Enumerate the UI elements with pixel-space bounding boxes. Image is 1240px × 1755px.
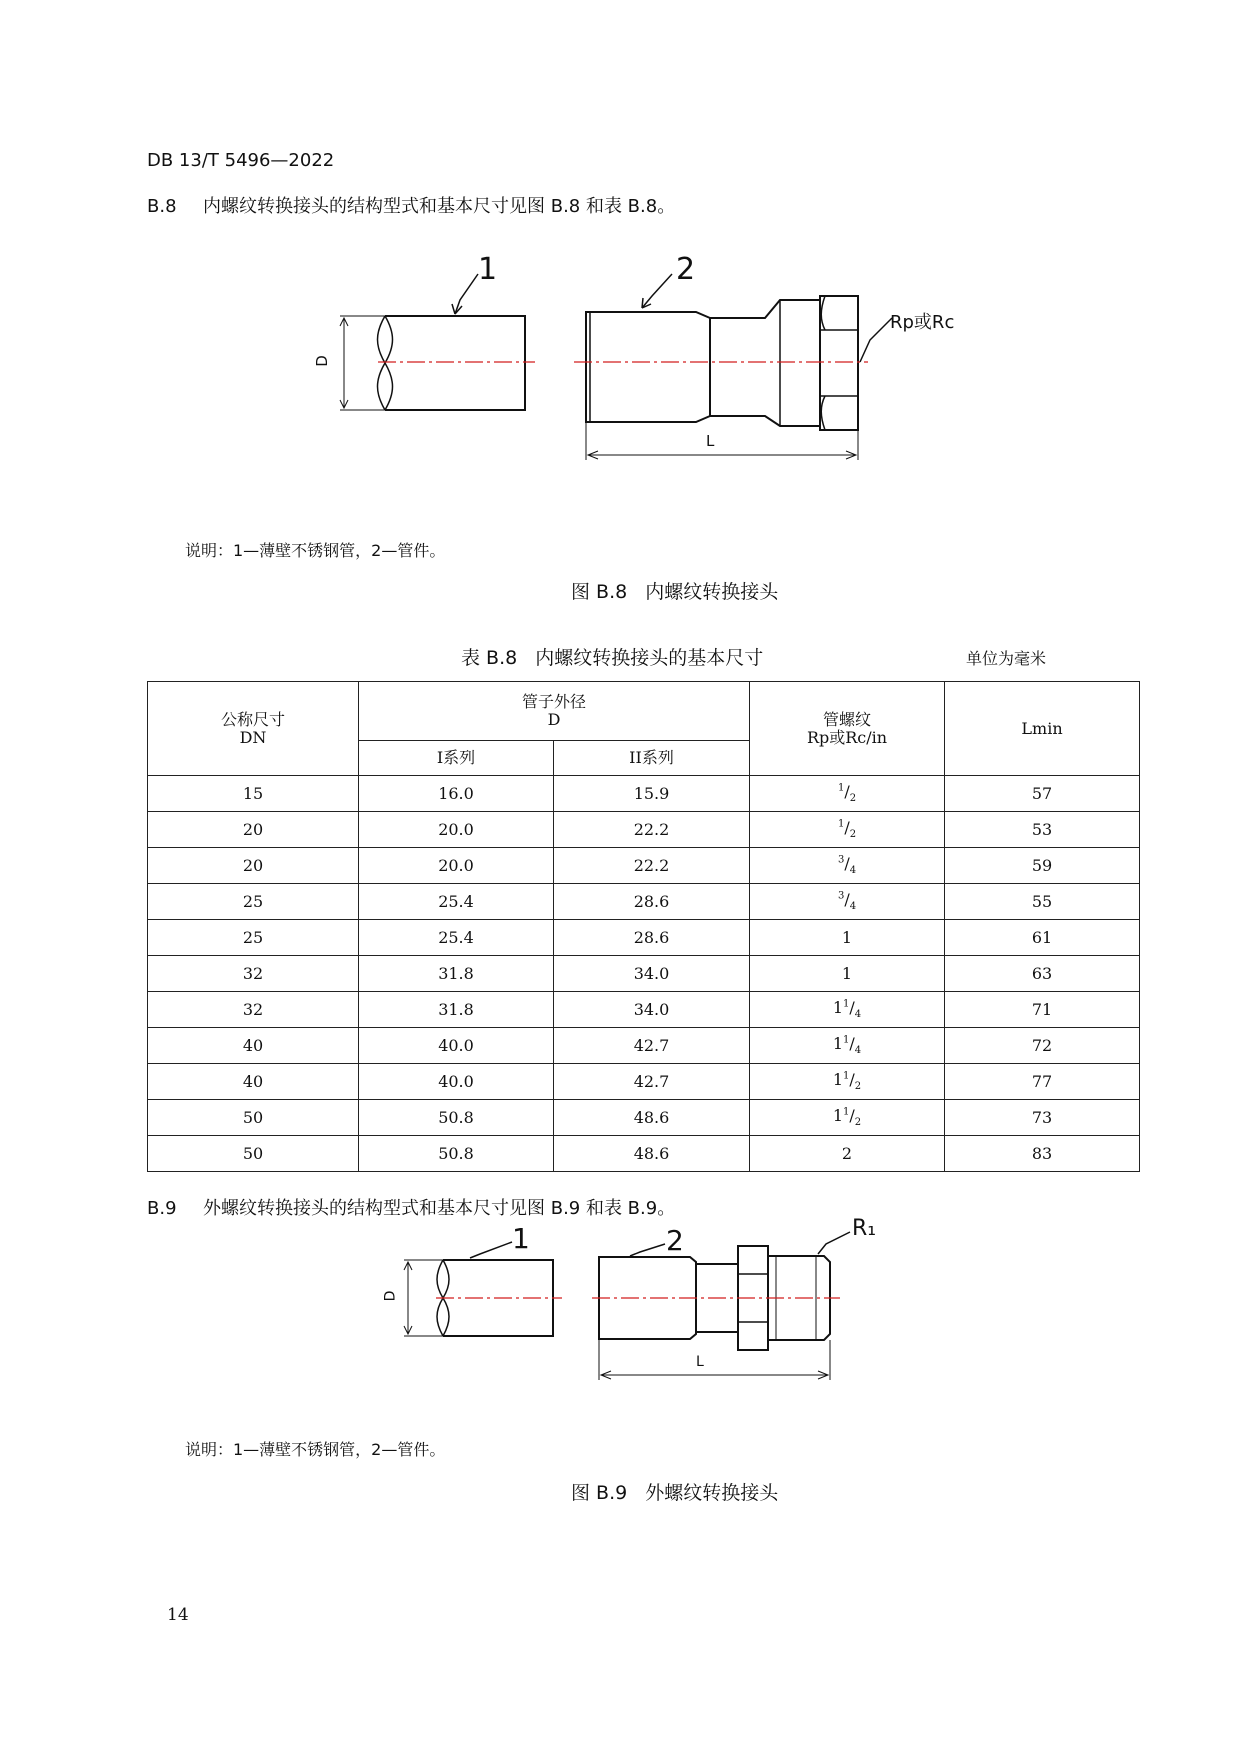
thread-denominator: 4 [854, 1008, 862, 1020]
cell-dn: 25 [148, 920, 359, 956]
thread-whole: 1 [832, 1069, 844, 1089]
figure-b9-label-l: L [696, 1354, 704, 1370]
cell-dn: 25 [148, 884, 359, 920]
cell-diameter-series-2: 42.7 [554, 1028, 750, 1064]
table-b8-caption-number: 表 B.8 [461, 647, 518, 669]
figure-b9-caption-number: 图 B.9 [571, 1482, 628, 1504]
cell-diameter-series-2: 42.7 [554, 1064, 750, 1100]
cell-diameter-series-1: 31.8 [359, 992, 554, 1028]
figure-b9-label-1: 1 [512, 1222, 530, 1255]
cell-diameter-series-2: 34.0 [554, 956, 750, 992]
thread-denominator: 4 [849, 900, 857, 912]
cell-diameter-series-2: 22.2 [554, 812, 750, 848]
figure-b8-label-l: L [706, 432, 715, 450]
cell-dn: 40 [148, 1064, 359, 1100]
cell-lmin: 55 [945, 884, 1140, 920]
cell-diameter-series-1: 25.4 [359, 920, 554, 956]
figure-b9-label-d: D [382, 1290, 399, 1302]
table-header-series-2: II系列 [554, 741, 750, 776]
cell-diameter-series-2: 48.6 [554, 1100, 750, 1136]
cell-dn: 15 [148, 776, 359, 812]
thread-denominator: 4 [849, 864, 857, 876]
table-header-series-1: I系列 [359, 741, 554, 776]
thread-fraction-slash: / [849, 997, 855, 1017]
cell-diameter-series-1: 25.4 [359, 884, 554, 920]
cell-dn: 40 [148, 1028, 359, 1064]
cell-diameter-series-1: 40.0 [359, 1028, 554, 1064]
cell-lmin: 77 [945, 1064, 1140, 1100]
cell-diameter-series-2: 28.6 [554, 884, 750, 920]
table-header-dn: 公称尺寸 DN [148, 682, 359, 776]
thread-fraction-slash: / [844, 853, 850, 873]
figure-b8-label-1: 1 [478, 252, 498, 287]
figure-b8-label-d: D [312, 355, 331, 367]
cell-lmin: 73 [945, 1100, 1140, 1136]
cell-lmin: 59 [945, 848, 1140, 884]
cell-diameter-series-2: 34.0 [554, 992, 750, 1028]
thread-numerator: 1 [843, 1106, 850, 1118]
cell-diameter-series-1: 20.0 [359, 812, 554, 848]
cell-lmin: 72 [945, 1028, 1140, 1064]
cell-diameter-series-1: 31.8 [359, 956, 554, 992]
thread-fraction-slash: / [844, 889, 850, 909]
table-header-lmin: Lmin [945, 682, 1140, 776]
table-b8-unit: 单位为毫米 [966, 649, 1047, 668]
thread-denominator: 2 [849, 792, 857, 804]
cell-dn: 50 [148, 1100, 359, 1136]
figure-b9-leader-1 [470, 1242, 512, 1258]
thread-whole: 2 [841, 1143, 853, 1163]
thread-denominator: 2 [854, 1116, 862, 1128]
thread-whole: 1 [841, 927, 853, 947]
thread-whole: 1 [832, 1033, 844, 1053]
clause-b9-number: B.9 [147, 1198, 177, 1219]
thread-fraction-slash: / [849, 1033, 855, 1053]
table-b8-caption-title: 内螺纹转换接头的基本尺寸 [535, 647, 764, 669]
page-number: 14 [167, 1605, 189, 1625]
table-header-thread: 管螺纹 Rp或Rc/in [750, 682, 945, 776]
cell-diameter-series-1: 40.0 [359, 1064, 554, 1100]
thread-numerator: 3 [837, 854, 845, 866]
figure-b8-caption-number: 图 B.8 [571, 581, 628, 603]
thread-whole: 1 [832, 997, 844, 1017]
cell-lmin: 83 [945, 1136, 1140, 1172]
clause-b9-text: 外螺纹转换接头的结构型式和基本尺寸见图 B.9 和表 B.9。 [203, 1198, 676, 1219]
cell-diameter-series-1: 16.0 [359, 776, 554, 812]
figure-b9-note: 说明：1—薄壁不锈钢管，2—管件。 [185, 1440, 446, 1459]
cell-dn: 32 [148, 992, 359, 1028]
thread-numerator: 1 [837, 782, 845, 794]
cell-dn: 32 [148, 956, 359, 992]
table-header-outer-diameter: 管子外径 D [359, 682, 750, 741]
document-code: DB 13/T 5496—2022 [147, 150, 335, 171]
figure-b9-caption-title: 外螺纹转换接头 [645, 1482, 779, 1504]
thread-fraction-slash: / [849, 1105, 855, 1125]
cell-diameter-series-2: 28.6 [554, 920, 750, 956]
cell-dn: 20 [148, 848, 359, 884]
thread-numerator: 1 [837, 818, 845, 830]
figure-b9-leader-thread [818, 1232, 850, 1254]
thread-denominator: 2 [849, 828, 857, 840]
figure-b8-label-2: 2 [676, 252, 696, 287]
thread-numerator: 1 [843, 1034, 850, 1046]
figure-b8-caption-title: 内螺纹转换接头 [645, 581, 779, 603]
cell-diameter-series-2: 22.2 [554, 848, 750, 884]
figure-b8-note: 说明：1—薄壁不锈钢管，2—管件。 [185, 541, 446, 560]
figure-b9-label-2: 2 [666, 1224, 684, 1257]
cell-lmin: 63 [945, 956, 1140, 992]
thread-numerator: 3 [837, 890, 845, 902]
clause-b8-text: 内螺纹转换接头的结构型式和基本尺寸见图 B.8 和表 B.8。 [203, 196, 676, 217]
thread-whole: 1 [832, 1105, 844, 1125]
cell-lmin: 53 [945, 812, 1140, 848]
figure-b9-leader-2 [630, 1244, 665, 1256]
cell-lmin: 71 [945, 992, 1140, 1028]
thread-whole: 1 [841, 963, 853, 983]
thread-denominator: 4 [854, 1044, 862, 1056]
cell-diameter-series-1: 50.8 [359, 1136, 554, 1172]
cell-lmin: 57 [945, 776, 1140, 812]
cell-diameter-series-1: 20.0 [359, 848, 554, 884]
cell-diameter-series-1: 50.8 [359, 1100, 554, 1136]
cell-dn: 50 [148, 1136, 359, 1172]
cell-lmin: 61 [945, 920, 1140, 956]
thread-fraction-slash: / [844, 781, 850, 801]
cell-dn: 20 [148, 812, 359, 848]
cell-diameter-series-2: 15.9 [554, 776, 750, 812]
figure-b8-label-thread: Rp或Rc [890, 312, 955, 333]
thread-fraction-slash: / [844, 817, 850, 837]
clause-b8-number: B.8 [147, 196, 177, 217]
thread-numerator: 1 [843, 1070, 850, 1082]
cell-diameter-series-2: 48.6 [554, 1136, 750, 1172]
thread-numerator: 1 [843, 998, 850, 1010]
figure-b9-label-thread: R₁ [852, 1216, 877, 1241]
figure-b9-caption [571, 1478, 778, 1505]
thread-fraction-slash: / [849, 1069, 855, 1089]
thread-denominator: 2 [854, 1080, 862, 1092]
